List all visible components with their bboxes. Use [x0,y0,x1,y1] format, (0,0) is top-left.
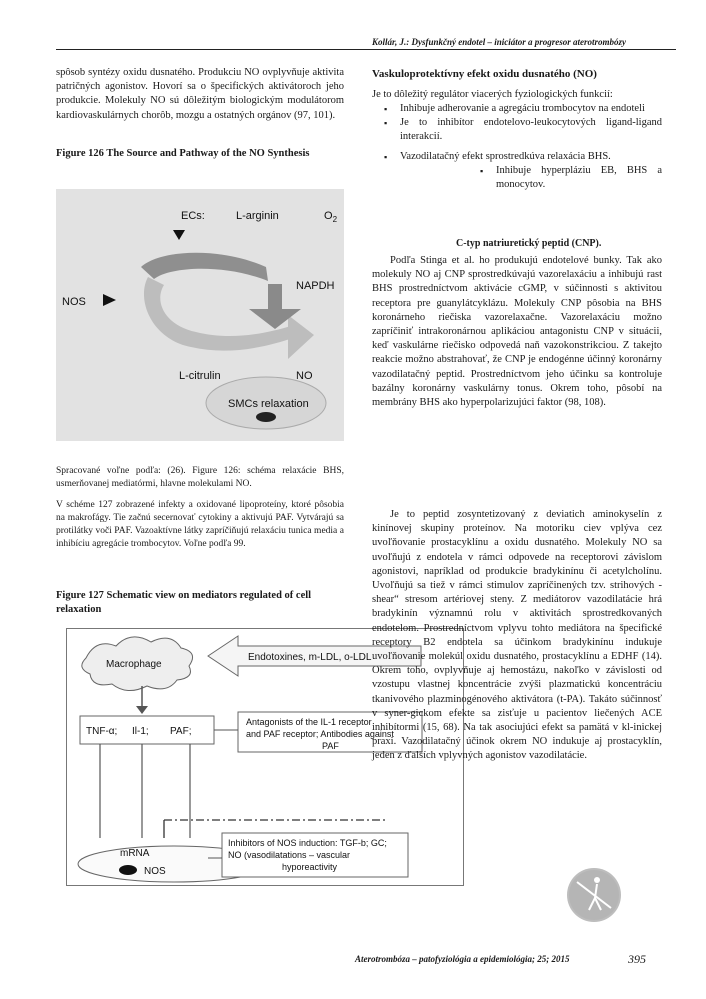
fig127-inhibitors-line2: NO (vasodilatations – vascular [228,850,351,860]
fig126-napdh-label: NAPDH [296,280,335,292]
figure-127-title: Figure 127 Schematic view on mediators regulated of cell relaxation [56,590,312,615]
fig126-nos-label: NOS [62,296,86,308]
fig126-smcs-label: SMCs relaxation [228,398,309,410]
footer-journal: Aterotrombóza – patofyziológia a epidemiológia; 25; 2015 [355,954,570,964]
right-bullet-list [372,102,662,164]
bullet-item: ▪ Je to inhibítor endotelovo-leukocytových ligand-ligand interakcií. [400,116,662,144]
fig126-larginine-label: L-arginin [236,210,279,222]
fig127-macrophage-label: Macrophage [106,659,162,670]
fig127-tnf-label: TNF-α; [86,726,118,737]
fig127-endotoxines-label: Endotoxines, m-LDL, o-LDL [248,652,372,663]
fig127-inhibitors-line1: Inhibitors of NOS induction: TGF-b; GC; [228,838,387,848]
page-number: 395 [628,952,646,966]
right-lead: Je to dôležitý regulátor viacerých fyziologických funkcií: [372,89,613,100]
right-bullets-block [372,88,662,192]
figure-126-title: Figure 126 The Source and Pathway of the NO Synthesis [56,148,310,159]
cnp-block [372,254,662,416]
fig127-antagonists-line1: Antagonists of the IL-1 receptor [246,717,372,727]
left-paragraph-2: V schéme 127 zobrazené infekty a oxidované lipoproteíny, ktoré pôsobia na makrofágy. Tie začnú secernovať cytokiny a aktivujú PAF. Vytvárajú sa protilátky voči PAF. Vazoaktívne látky zapríčiňujú relaxáciu tunica media a inhibíciu agregácie trombocytov. Voľne podľa 99. [56,500,344,549]
bullet-item: ▪ Inhibuje adherovanie a agregáciu trombocytov na endoteli [400,102,662,116]
bradykinin-block [372,508,662,770]
bullet-item: ▪ Inhibuje hyperpláziu EB, BHS a monocytov. [496,164,662,192]
running-header: Kollár, J.: Dysfunkčný endotel – iniciátor a progresor aterotrombózy [372,37,627,47]
cnp-paragraph: Podľa Stinga et al. ho produkujú endotelové bunky. Tak ako molekuly NO aj CNP sprostredkúvajú vazorelaxáciu a inhibujú rast BHS prostredníctvom aktivácie cGMP, v súčinnosti s aktivitou receptora pre guanylátcyklázu. Molekuly CNP pôsobia na BHS koronárneho riečiska vazorelaxačne. Vazorelaxáciu možno zapríčiniť intrakoronárnou aplikáciou antagonistu CNP v situácii, keď vaskulárne riečisko odpovedá naň vazokonstrikciou. Z takejto reakcie možno abstrahovať, že CNP je endogénne účinný koronárny vazodilatačný peptid. Prostredníctvom jeho účinku sa kontroluje bazálny koronárny vaskulárny tonus. Okrem toho, pôsobí na membrány BHS ako hyperpolarizujúci faktor (98, 108). [372,255,662,409]
fig127-antagonists-line2: and PAF receptor; Antibodies against [246,729,394,739]
left-intro-paragraph: spôsob syntézy oxidu dusnatého. Produkciu NO ovplyvňuje aktivita patričných agonistov. Hovorí sa o špecifických aktivátoroch jeho produkcie. Molekuly NO sú dôležitým biologickým modulátorom kardiovaskulárnych chorôb, mozgu a ostatných orgánov (97, 101). [56,67,344,121]
fig127-inhibitors-line3: hyporeactivity [282,862,338,872]
header-rule [56,49,676,50]
bradykinin-paragraph: Je to peptid zosyntetizovaný z deviatich aminokyselín z kinínovej skupiny proteínov. Na motoriku ciev vplýva cez uvoľňovanie prostacyklínu a oxidu dusnatého. Molekuly NO sa uvoľňujú z endotela v rámci odpovede na receptorovi závislom agonistovi, napríklad od produkcie bradykinínu či acetylcholínu. Uvoľňujú sa tiež v rámci stimulov zapríčinených tzv. strihových - shear“ stresom artériovej steny. Z mediátorov vazodilatácie hrá bradykinín významnú rolu v aktivitách sprostredkovaných endotelom. Prostredníctvom vplyvu tohto mediátora na špecifické receptory B2 endotela sa účinkom bradykinínu indukuje uvoľňovanie molekúl oxidu dusnatého, prostacyklínu a EDHF (14). Okrem toho, ovplyvňuje aj hemostázu, nakoľko v závislosti od vzostupu vlastnej koncentrácie zvýši plazmatickú koncentráciu tkanivového plazminogénového aktivátora (t-PA). Takáto súčinnosť v syner-gickom efekte sa zisťuje u pacientov liečených ACE inhibítormi (15, 68). Na tak asociujúci efekt sa pamätá v kl-inickej praxi. Vazodilatačný účinok okrem NO indukuje aj prostacyklín, jeden z ďalších vplyvných agonistov vazodilatácie. [372,509,662,762]
fig126-o2-label: $O_2$ [324,210,338,224]
fig126-no-label: NO [296,370,313,382]
fig127-mrna-label: mRNA [120,848,150,859]
fig127-nos-label: NOS [144,866,166,877]
figure-126-caption: Spracované voľne podľa: (26). Figure 126: schéma relaxácie BHS, usmerňovanej mediatórmi, hlavne molekulami NO. [56,466,344,489]
right-sub-bullet-list [372,164,662,192]
left-caption-block [56,465,344,557]
fig127-antagonists-line3: PAF [322,741,339,751]
cnp-heading: C-typ natriuretický peptid (CNP). [456,238,602,249]
fig127-paf-label: PAF; [170,726,192,737]
fig126-ecs-label: ECs: [181,210,205,222]
bullet-item: ▪ Vazodilatačný efekt sprostredkúva relaxácia BHS. [400,150,662,164]
fig127-il1-label: Il-1; [132,726,149,737]
journal-logo [567,868,621,922]
fig126-lcitrulin-label: L-citrulin [179,370,221,382]
right-heading-vasoprotective: Vaskuloprotektívny efekt oxidu dusnatého (NO) [372,68,597,80]
left-intro-block [56,66,344,129]
